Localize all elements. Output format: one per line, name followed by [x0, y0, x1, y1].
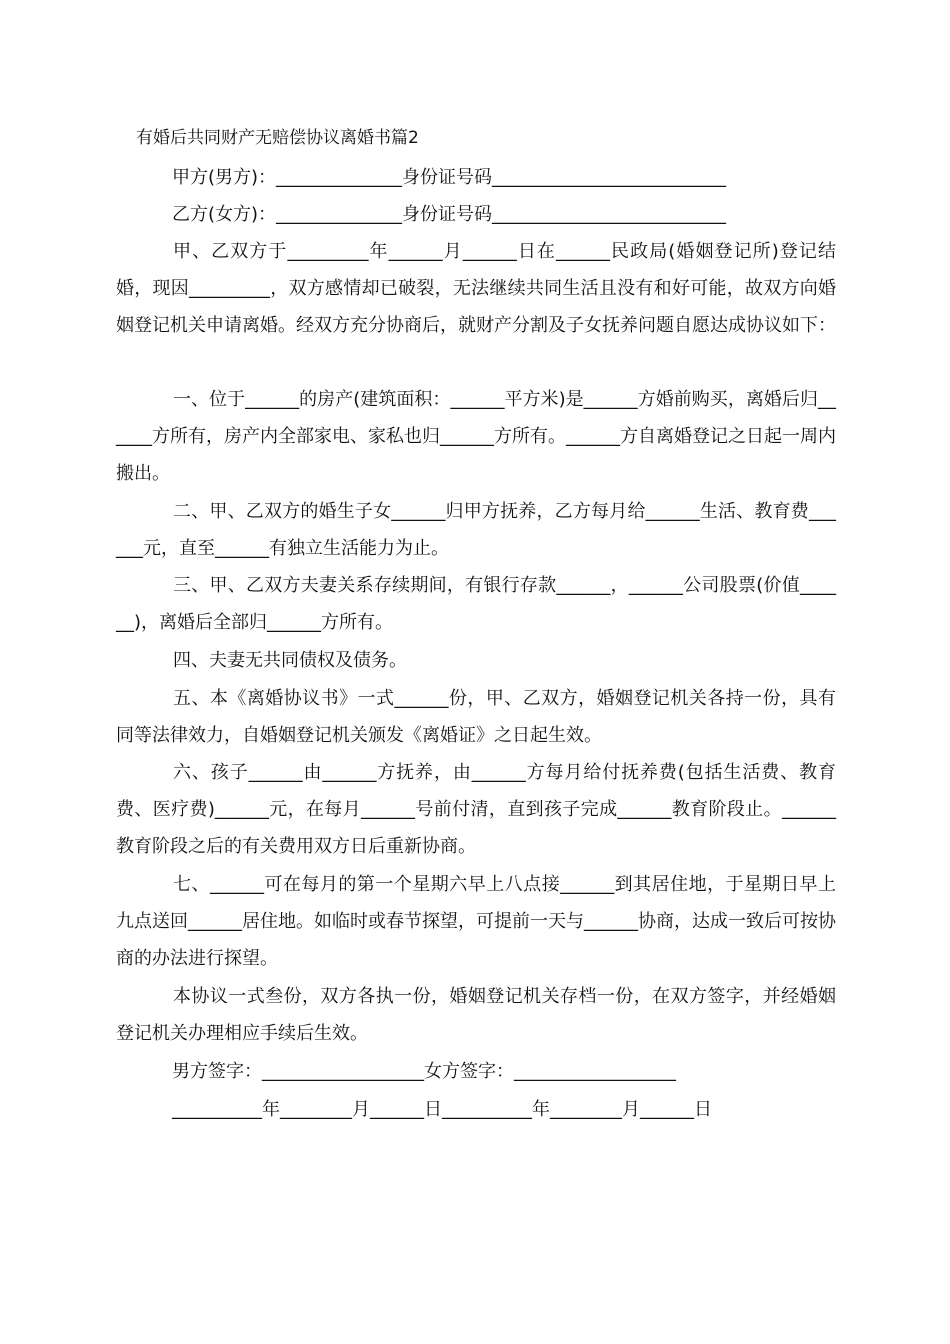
- clause-5-paragraph: 五、本《离婚协议书》一式______份，甲、乙双方，婚姻登记机关各持一份，具有同等法律效力，自婚姻登记机关颁发《离婚证》之日起生效。: [116, 688, 836, 746]
- document-title: 有婚后共同财产无赔偿协议离婚书篇2: [136, 128, 419, 148]
- clause-1-paragraph: 一、位于______的房产(建筑面积：______平方米)是______方婚前购买，离婚后归______方所有，房产内全部家电、家私也归______方所有。______方自离婚登记之日起一周内搬出。: [116, 389, 836, 484]
- clause-7-paragraph: 七、______可在每月的第一个星期六早上八点接______到其居住地，于星期日早上九点送回______居住地。如临时或春节探望，可提前一天与______协商，达成一致后可按协商的办法进行探望。: [116, 874, 836, 969]
- clause-4-paragraph: 四、夫妻无共同债权及债务。: [173, 650, 407, 671]
- clause-6-paragraph: 六、孩子______由______方抚养，由______方每月给付抚养费(包括生活费、教育费、医疗费)______元，在每月______号前付清，直到孩子完成______教育阶段止。______教育阶段之后的有关费用双方日后重新协商。: [116, 762, 836, 857]
- party-b-line: 乙方(女方)：______________身份证号码__________________________: [172, 204, 727, 225]
- closing-paragraph: 本协议一式叁份，双方各执一份，婚姻登记机关存档一份，在双方签字，并经婚姻登记机关办理相应手续后生效。: [116, 986, 836, 1044]
- party-a-line: 甲方(男方)：______________身份证号码__________________________: [172, 167, 727, 188]
- date-line: __________年________月______日__________年________月______日: [172, 1099, 712, 1120]
- clause-2-paragraph: 二、甲、乙双方的婚生子女______归甲方抚养，乙方每月给______生活、教育费______元，直至______有独立生活能力为止。: [116, 501, 836, 559]
- signature-line: 男方签字：__________________女方签字：__________________: [172, 1061, 676, 1082]
- intro-paragraph: 甲、乙双方于_________年______月______日在______民政局(婚姻登记所)登记结婚，现因_________，双方感情却已破裂，无法继续共同生活且没有和好可能，故双方向婚姻登记机关申请离婚。经双方充分协商后，就财产分割及子女抚养问题自愿达成协议如下：: [116, 241, 836, 336]
- clause-3-paragraph: 三、甲、乙双方夫妻关系存续期间，有银行存款______，______公司股票(价值______)，离婚后全部归______方所有。: [116, 575, 836, 633]
